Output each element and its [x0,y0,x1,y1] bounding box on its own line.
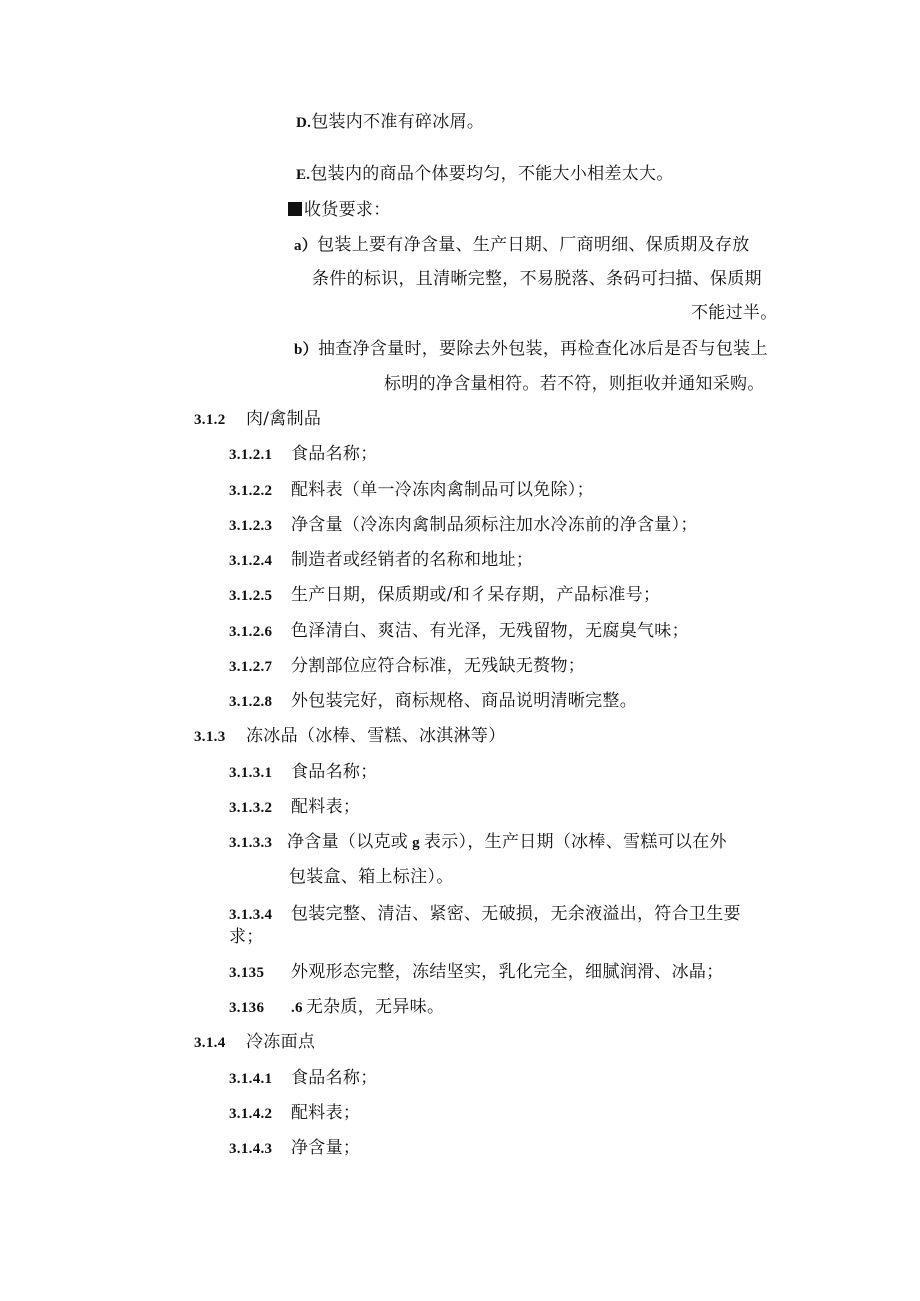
item-e [296,163,674,186]
list-item: 3.136 .6 无杂质，无异味。 [229,997,445,1017]
list-item: 3.1.2.3 净含量（冷冻肉禽制品须标注加水冷冻前的净含量）； [229,515,698,535]
list-item: 3.1.2.1 食品名称； [229,444,378,464]
list-item: 3.1.2.2 配料表（单一冷冻肉禽制品可以免除）； [229,480,594,500]
item-d-letter: D. [296,115,312,131]
list-item: 3.1.3.3 净含量（以克或 g 表示），生产日期（冰棒、雪糕可以在外 [229,832,727,852]
list-item: 3.1.2.7 分割部位应符合标准，无残缺无赘物； [229,656,586,676]
section-title: 冷冻面点 [246,1032,316,1052]
section-number: 3.1.2 [194,412,226,428]
item-b-line1: b）抽查净含量时，要除去外包装，再检查化冰后是否与包装上 [294,339,768,359]
list-item-continuation: 包装盒、箱上标注）。 [289,867,454,887]
list-item: 3.1.2.6 色泽清白、爽洁、有光泽，无残留物，无腐臭气味； [229,621,689,641]
section-314-heading [194,1031,315,1054]
list-item: 3.1.2.8 外包装完好，商标规格、商品说明清晰完整。 [229,691,637,711]
item-a-line2: 条件的标识，且清晰完整，不易脱落、条码可扫描、保质期 [312,269,762,289]
section-number: 3.1.3 [194,729,226,745]
list-item: 3.135 外观形态完整，冻结坚实，乳化完全，细腻润滑、冰晶； [229,962,724,982]
item-d [296,111,484,134]
list-item: 3.1.2.4 制造者或经销者的名称和地址； [229,550,534,570]
receiving-heading [288,199,391,221]
list-item: 3.1.4.1 食品名称； [229,1068,378,1088]
section-313-heading [194,725,506,748]
list-item: 3.1.4.3 净含量； [229,1138,361,1158]
section-title: 肉/禽制品 [246,409,322,429]
item-e-letter: E. [296,167,311,183]
list-item: 3.1.3.4 包装完整、清洁、紧密、无破损，无余液溢出，符合卫生要 [229,904,741,924]
item-b-line2: 标明的净含量相符。若不符，则拒收并通知采购。 [384,374,765,394]
item-a-line1: a）包装上要有净含量、生产日期、厂商明细、保质期及存放 [294,235,750,255]
item-e-text: 包装内的商品个体要均匀，不能大小相差太大。 [310,164,674,184]
section-title: 冻冰品（冰棒、雪糕、冰淇淋等） [246,726,506,746]
list-item: 3.1.2.5 生产日期，保质期或/和彳呆存期，产品标准号； [229,585,661,605]
item-b-letter: b） [294,342,318,358]
section-312-heading [194,408,321,431]
list-item: 3.1.3.1 食品名称； [229,762,378,782]
item-d-text: 包装内不准有碎冰屑。 [311,112,485,132]
list-item-continuation: 求； [229,927,264,947]
section-number: 3.1.4 [194,1035,226,1051]
item-a-letter: a） [294,238,318,254]
list-item: 3.1.4.2 配料表； [229,1103,361,1123]
receiving-heading-text: 收货要求： [304,200,391,220]
list-item: 3.1.3.2 配料表； [229,797,361,817]
square-bullet-icon [288,202,302,216]
item-a-line3: 不能过半。 [691,303,778,323]
